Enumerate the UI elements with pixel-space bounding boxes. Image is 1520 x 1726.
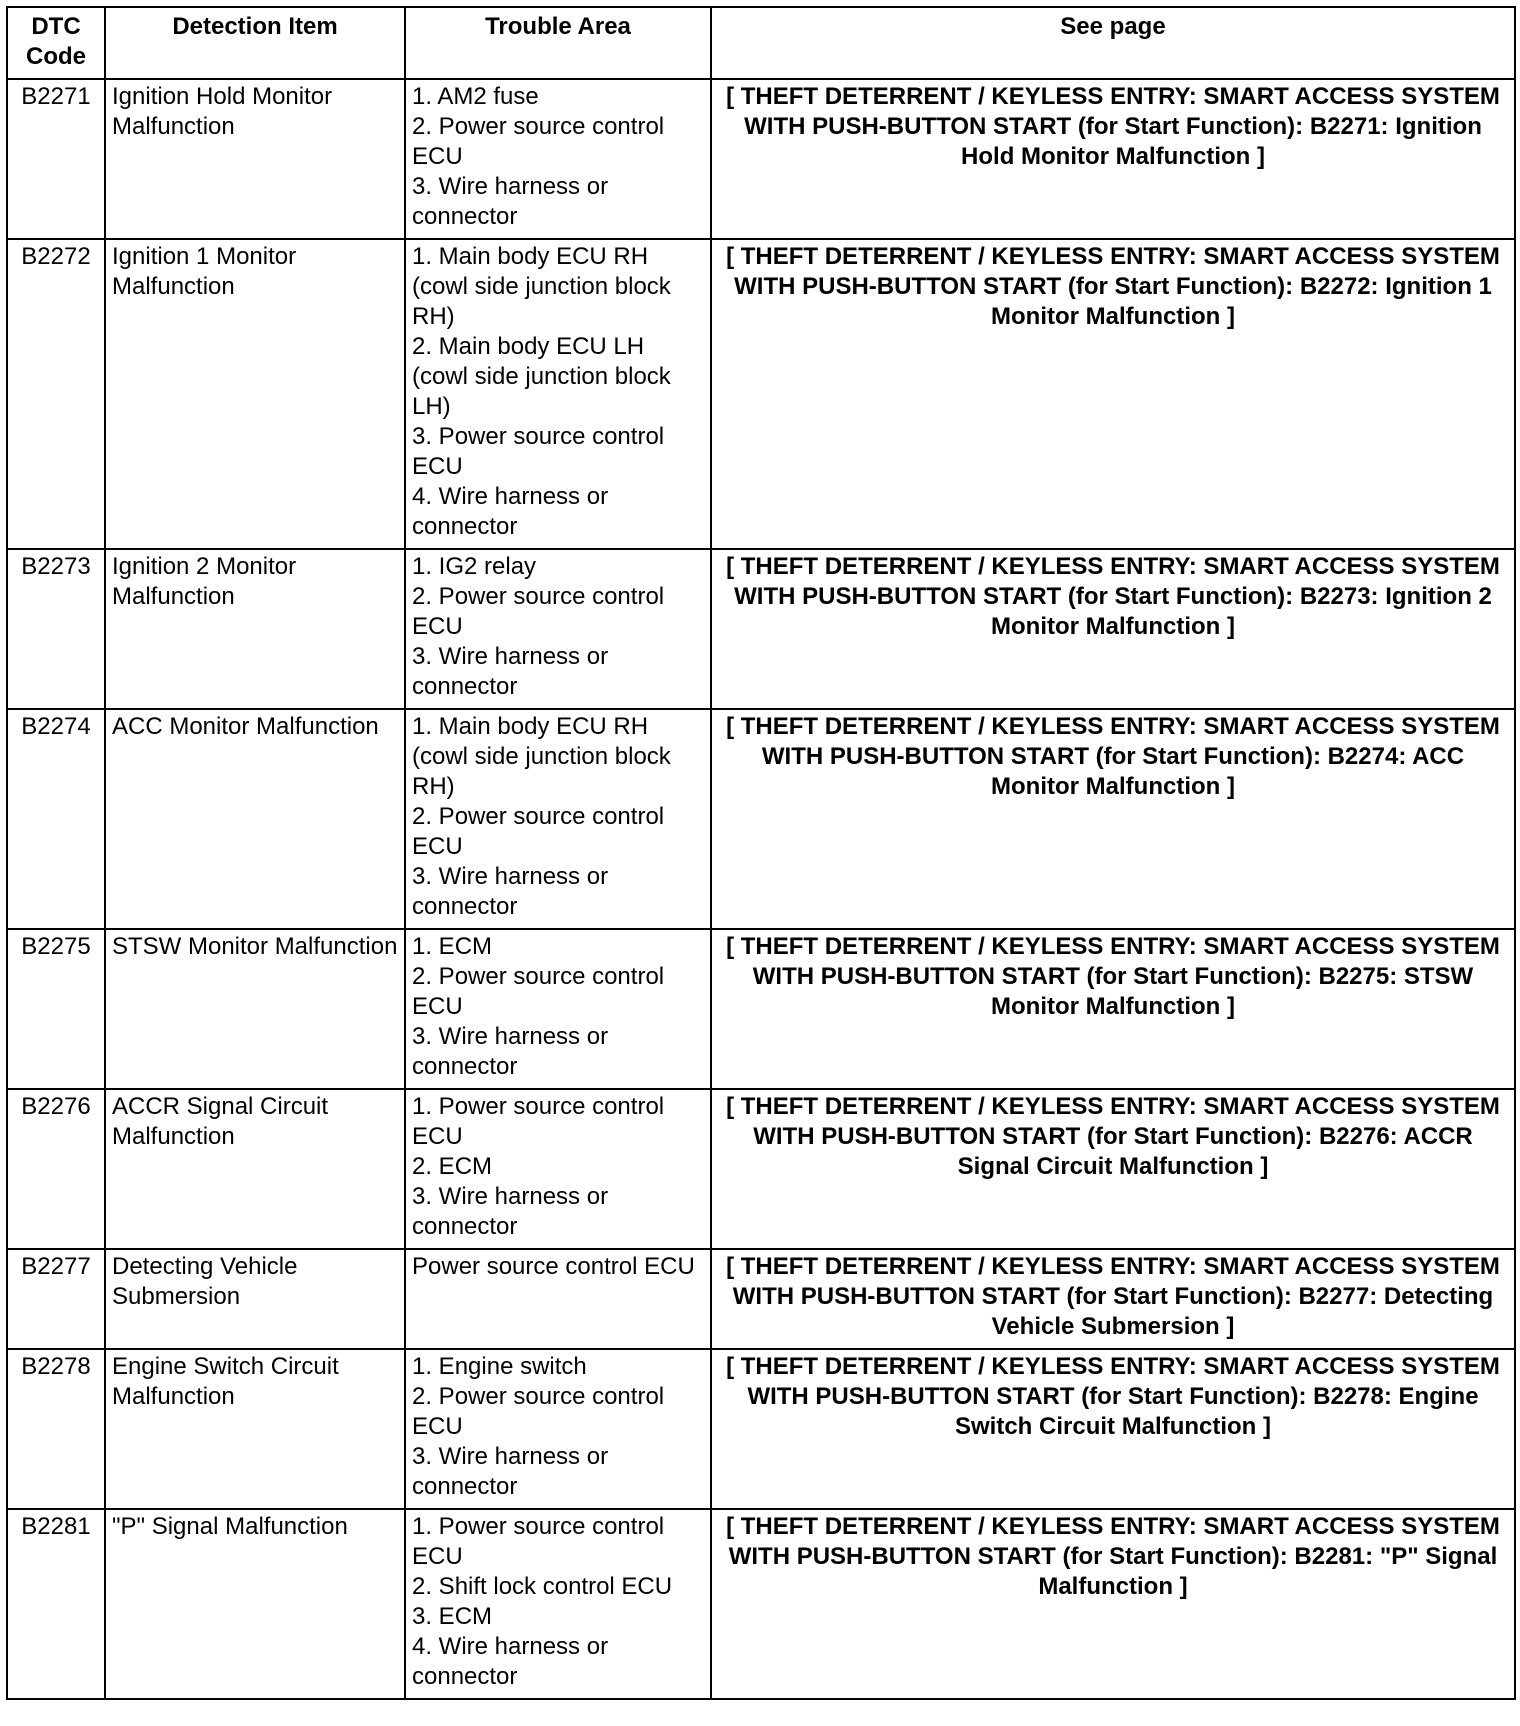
detection-item: "P" Signal Malfunction	[105, 1509, 405, 1699]
trouble-area-line: 2. Power source control ECU	[412, 113, 665, 170]
table-row	[7, 549, 1515, 709]
trouble-area-line: 3. Wire harness or connector	[412, 1023, 609, 1080]
detection-item: Ignition 2 Monitor Malfunction	[105, 549, 405, 709]
trouble-area-line: 3. Wire harness or connector	[412, 1183, 609, 1240]
dtc-code: B2272	[7, 239, 105, 549]
trouble-area-line: 1. ECM	[412, 933, 493, 960]
detection-item: Detecting Vehicle Submersion	[105, 1249, 405, 1349]
trouble-area-line: 1. Main body ECU RH (cowl side junction block RH)	[412, 243, 671, 330]
dtc-table	[6, 6, 1516, 1700]
trouble-area	[405, 79, 711, 239]
detection-item: Ignition 1 Monitor Malfunction	[105, 239, 405, 549]
trouble-area-line: 2. Power source control ECU	[412, 803, 665, 860]
dtc-code: B2271	[7, 79, 105, 239]
trouble-area-line: 2. Shift lock control ECU	[412, 1573, 673, 1600]
header-row	[7, 7, 1515, 79]
see-page-link[interactable]: [ THEFT DETERRENT / KEYLESS ENTRY: SMART ACCESS SYSTEM WITH PUSH-BUTTON START (for Start Function): B2274: ACC Monitor Malfunction ]	[711, 709, 1515, 929]
trouble-area-line: 3. Wire harness or connector	[412, 863, 609, 920]
see-page-link[interactable]: [ THEFT DETERRENT / KEYLESS ENTRY: SMART ACCESS SYSTEM WITH PUSH-BUTTON START (for Start Function): B2271: Ignition Hold Monitor Malfunction ]	[711, 79, 1515, 239]
trouble-area-line: 2. Power source control ECU	[412, 583, 665, 640]
trouble-area	[405, 929, 711, 1089]
trouble-area	[405, 1509, 711, 1699]
trouble-area-line: 3. Wire harness or connector	[412, 1443, 609, 1500]
see-page-link[interactable]: [ THEFT DETERRENT / KEYLESS ENTRY: SMART ACCESS SYSTEM WITH PUSH-BUTTON START (for Start Function): B2276: ACCR Signal Circuit Malfunction ]	[711, 1089, 1515, 1249]
detection-item: Engine Switch Circuit Malfunction	[105, 1349, 405, 1509]
trouble-area	[405, 709, 711, 929]
trouble-area-line: 1. Power source control ECU	[412, 1513, 665, 1570]
trouble-area-line: 1. Power source control ECU	[412, 1093, 665, 1150]
detection-item: Ignition Hold Monitor Malfunction	[105, 79, 405, 239]
dtc-code: B2275	[7, 929, 105, 1089]
see-page-link[interactable]: [ THEFT DETERRENT / KEYLESS ENTRY: SMART ACCESS SYSTEM WITH PUSH-BUTTON START (for Start Function): B2273: Ignition 2 Monitor Malfunction ]	[711, 549, 1515, 709]
see-page-link[interactable]: [ THEFT DETERRENT / KEYLESS ENTRY: SMART ACCESS SYSTEM WITH PUSH-BUTTON START (for Start Function): B2272: Ignition 1 Monitor Malfunction ]	[711, 239, 1515, 549]
table-row	[7, 929, 1515, 1089]
trouble-area-line: 1. IG2 relay	[412, 553, 537, 580]
trouble-area-line: 2. Power source control ECU	[412, 963, 665, 1020]
trouble-area	[405, 239, 711, 549]
trouble-area	[405, 1349, 711, 1509]
trouble-area-line: 2. Main body ECU LH (cowl side junction block LH)	[412, 333, 671, 420]
table-row	[7, 709, 1515, 929]
see-page-link[interactable]: [ THEFT DETERRENT / KEYLESS ENTRY: SMART ACCESS SYSTEM WITH PUSH-BUTTON START (for Start Function): B2277: Detecting Vehicle Submersion ]	[711, 1249, 1515, 1349]
trouble-area-line: 1. Engine switch	[412, 1353, 587, 1380]
header-dtc-code: DTC Code	[7, 7, 105, 79]
header-trouble-area: Trouble Area	[405, 7, 711, 79]
see-page-link[interactable]: [ THEFT DETERRENT / KEYLESS ENTRY: SMART ACCESS SYSTEM WITH PUSH-BUTTON START (for Start Function): B2275: STSW Monitor Malfunction ]	[711, 929, 1515, 1089]
see-page-link[interactable]: [ THEFT DETERRENT / KEYLESS ENTRY: SMART ACCESS SYSTEM WITH PUSH-BUTTON START (for Start Function): B2278: Engine Switch Circuit Malfunction ]	[711, 1349, 1515, 1509]
trouble-area-line: 3. Wire harness or connector	[412, 173, 609, 230]
dtc-code: B2276	[7, 1089, 105, 1249]
trouble-area	[405, 1249, 711, 1349]
dtc-code: B2278	[7, 1349, 105, 1509]
dtc-table-body	[7, 79, 1515, 1699]
trouble-area-line: 3. Wire harness or connector	[412, 643, 609, 700]
table-row	[7, 79, 1515, 239]
table-row	[7, 239, 1515, 549]
header-detection-item: Detection Item	[105, 7, 405, 79]
trouble-area-line: 1. Main body ECU RH (cowl side junction block RH)	[412, 713, 671, 800]
dtc-code: B2277	[7, 1249, 105, 1349]
trouble-area-line: 4. Wire harness or connector	[412, 1633, 609, 1690]
trouble-area-line: 1. AM2 fuse	[412, 83, 539, 110]
table-row	[7, 1509, 1515, 1699]
detection-item: ACC Monitor Malfunction	[105, 709, 405, 929]
dtc-code: B2281	[7, 1509, 105, 1699]
table-row	[7, 1249, 1515, 1349]
trouble-area-line: 2. ECM	[412, 1153, 493, 1180]
detection-item: ACCR Signal Circuit Malfunction	[105, 1089, 405, 1249]
trouble-area-line: 4. Wire harness or connector	[412, 483, 609, 540]
trouble-area	[405, 549, 711, 709]
table-row	[7, 1349, 1515, 1509]
trouble-area-line: 3. Power source control ECU	[412, 423, 665, 480]
table-row	[7, 1089, 1515, 1249]
dtc-code: B2274	[7, 709, 105, 929]
trouble-area-line: Power source control ECU	[412, 1253, 695, 1280]
trouble-area	[405, 1089, 711, 1249]
detection-item: STSW Monitor Malfunction	[105, 929, 405, 1089]
header-see-page: See page	[711, 7, 1515, 79]
trouble-area-line: 2. Power source control ECU	[412, 1383, 665, 1440]
dtc-code: B2273	[7, 549, 105, 709]
see-page-link[interactable]: [ THEFT DETERRENT / KEYLESS ENTRY: SMART ACCESS SYSTEM WITH PUSH-BUTTON START (for Start Function): B2281: "P" Signal Malfunction ]	[711, 1509, 1515, 1699]
trouble-area-line: 3. ECM	[412, 1603, 493, 1630]
